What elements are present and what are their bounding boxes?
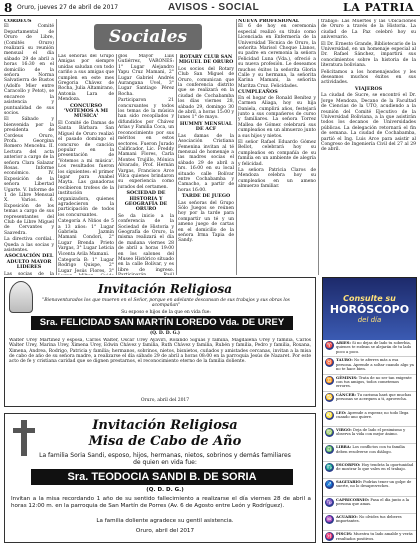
column-heading: HUMMY MENSUAL DE ACF	[179, 120, 233, 133]
horoscope-item	[323, 479, 416, 496]
sociales-banner: Sociales	[94, 24, 202, 50]
sign-name: TAURO:	[336, 357, 353, 363]
paragraph: Felicitamos a los homenajeados y les deseamos muchos éxitos en sus actividades.	[321, 69, 416, 86]
paragraph: glos Mayor Luis Gutiérrez, VARONES: 1° Lugar Alejandro Yapu Cruz Mamani, 2° Lugar Gabriel Andrés Aurangana Uvel, 3° Lugar Santiago Pérez Rocha.	[118, 54, 174, 97]
column-heading: CORDEUS	[4, 19, 32, 24]
horoscope-text	[336, 341, 414, 355]
column-heading: NUEVA PROFESIONAL	[238, 19, 300, 24]
divider	[236, 19, 237, 275]
notice-lead: Su esposo e hijos de la que en vida fue:	[121, 310, 211, 315]
paragraph: La ciudad de Sucre, se encontró el Dr. Jorge Mendoza, Decano de la Facultad de Ciencias de la UTO, acudiendo a la reunión del Comité Ejecutivo de la Universidad Boliviana, a la que asistirán todos los decanos de Universidades públicas. La delegación retornará el fin de semana. La ciudad de Cochabamba, partió el Ing. Luis Arce para asistir al Congreso de Ingeniería Civil del 27 al 29 de abril.	[321, 93, 416, 153]
horoscope-list	[323, 340, 416, 543]
sign-text: Si no dejas de lado tu soberbia, quienes te rodean se alejarán de tu lado poco a poco.	[336, 341, 412, 354]
obituary-notice-2	[4, 413, 316, 543]
horoscope-title-1: Consulte su	[343, 294, 396, 303]
sign-text: Hoy tendrás la oportunidad de mostrar lo que vales en el trabajo.	[336, 462, 414, 472]
column-heading: TARDE DE JUEGO	[181, 193, 231, 200]
zodiac-icon: ♍	[325, 428, 334, 436]
paragraph: La directiva cordial.. Queda a las socias y asistentes.	[4, 237, 54, 254]
sign-text: Aprende a esperar, no todo llega cuando uno quiere.	[336, 410, 409, 419]
horoscope-item	[323, 531, 416, 543]
zodiac-icon: ♊	[325, 376, 334, 384]
horoscope-item	[323, 444, 416, 461]
deceased-name: Sra. FELICIDAD SAN MARTÍN LOREDO Vda. DE UREY	[31, 316, 293, 330]
sign-text: Deja de lado el pesimismo y observa la vida con mejor ánimo.	[336, 427, 406, 437]
sign-name: ARIES:	[336, 340, 351, 345]
column-3	[118, 54, 174, 275]
paragraph: La señora Patricia Claros de Mendoza celebra hoy su cumpleaños en un ameno almuerzo familiar.	[238, 167, 316, 190]
zodiac-icon: ♎	[325, 446, 334, 454]
column-heading: SOCIEDAD DE HISTORIA Y GEOGRAFÍA DE ORURO	[124, 190, 168, 213]
notice-title: Invitación Religiosa	[97, 282, 233, 296]
paragraph: El señor Rafael Eduardo Gómez Bellot, celebrará hoy su cumpleaños en compañía de su familia en un ambiente de alegría y felicidad.	[238, 139, 316, 167]
paragraph: Categoría B: 1° Lugar Rodrigo Quispe, 2° Lugar Jesús Flores, 3°	[58, 258, 114, 274]
column-5	[238, 19, 316, 275]
notice-subtitle: Misa de Cabo de Año	[88, 434, 242, 449]
paragraph: Las señoras del Grupo Amigas por siempre unidas saludan con todo cariño a sus amigas que cumplen en este mes Gregoria Chávez de Rocha, Julia Altamirano, Antonia Lara de Mendoza.	[58, 54, 114, 103]
horoscope-text	[336, 498, 414, 512]
notice-footer: Oruro, abril del 2017	[135, 528, 195, 534]
zodiac-icon: ♉	[325, 359, 334, 367]
sign-name: LEO:	[336, 409, 347, 415]
notice-thanks: La familia doliente agradece su gentil asistencia.	[96, 518, 234, 524]
sign-text: Pasa el día junto a la persona que amas.	[336, 497, 410, 506]
sign-text: Los conflictos con tu familia deben resolverse con diálogo.	[336, 445, 405, 454]
zodiac-icon: ♑	[325, 498, 334, 506]
horoscope-item	[323, 375, 416, 392]
zodiac-icon: ♋	[325, 394, 334, 402]
sign-name: SAGITARIO:	[336, 479, 362, 485]
horoscope-item	[323, 340, 416, 357]
obituary-notice-1	[4, 277, 316, 407]
paragraph: El Dr. Ernesto Grande, Bibliotecario de la Universidad, en un homenaje especial al Dr. Rafael Sánchez, impartirá sus conocimientos sobre la historia de la literatura boliviana.	[321, 41, 416, 69]
sign-name: LIBRA:	[336, 444, 352, 450]
paragraph: trabajo: Las Muertes y las Ubicaciones de Oruro a través de la Historia. La ciudad de La Paz celebró hoy su aniversario.	[321, 19, 416, 41]
zodiac-icon: ♐	[325, 481, 334, 489]
horoscope-text	[336, 515, 414, 529]
page-header	[0, 0, 420, 16]
horoscope-item	[323, 357, 416, 374]
column-heading: CONCURSO 'VOTEMOS A MI MÚSICA'	[63, 102, 109, 120]
cross-icon	[11, 420, 37, 456]
paragraph: Las señoras del Grupo Sólo Juegos se reúnen hoy por la tarde para compartir un té y un ameno juego de cartas en el domicilio de la señora Irma Tapia de Sandy.	[178, 200, 234, 244]
horoscope-text	[336, 411, 414, 425]
paragraph: El Comité Departamental de Oruro de Libre, (Comités Oruro) realizará su reunión mensual el día sábado 29 de abril a horas 16:30 en el domicilio de la señora Norma Salvatierra de Bustos (Adolfo Mier entre Caracollo y Petot), se encarece la asistencia y puntualidad de sus socios.	[4, 24, 54, 116]
horoscope-item	[323, 497, 416, 514]
zodiac-icon: ♏	[325, 463, 334, 471]
sign-text: No te aferres más a esa persona. Aprende a soltar cuando algo ya no te hace bien.	[336, 358, 414, 371]
sign-text: Tu carisma hará que muchas personas se acerquen a ti, aprovecha.	[336, 393, 412, 402]
paragraph: Las damas de la Asociación Cristiana Femenina invitan al té mensual de homenaje a las madres socias el sábado 29 de abril a hrs. 16:00 en su local situado calle Bolívar entre Cochabamba y Camacho, a partir de horas 16:00.	[178, 133, 234, 193]
column-4	[178, 54, 234, 275]
paragraph: Participaron 21 concursantes y todos los temas de la música han sido recopilados y difundidos por Chávez Arias y Familia Coca, un reconocimiento por sus méritos en estos sectores. Fueron Jurado Calificador, Lic. Freddy Mamani Flores, Carla Montes Trujillo, Mónica Alvarado, Prof. Hernán Vargas, Francisco Arce Vilca quienes brindaron su experiencia como jurados del certamen.	[118, 98, 174, 190]
column-heading: ASOCIACIÓN DEL ADULTO MAYOR LIDERES	[4, 253, 54, 271]
horoscope-panel	[322, 277, 417, 543]
horoscope-text	[336, 445, 414, 459]
notice-body: Invitan a la misa recordando 1 año de su sentido fallecimiento a realizarse el día viernes 28 de abril a horas 12:00 m. en la parroquia de San Martín de Porres (Av. 6 de Agosto entre León y Rodríguez).	[11, 496, 311, 509]
sign-name: VIRGO:	[336, 426, 352, 432]
paragraph: El Comité de Damas de Santa Bárbara San Miguel de Oruro realizó el pasado domingo el concurso de canción popular en la presentación de 'Votemos a mi música'. Los resultados fueron los siguientes: el primer lugar para Anabel Mayta. Las ganadoras recibieron trofeos de la institución organizadora, quienes agradecieron la participación de todos los concursantes.	[58, 120, 114, 218]
horoscope-item	[323, 410, 416, 427]
horoscope-item	[323, 462, 416, 479]
zodiac-icon: ♒	[325, 515, 334, 523]
notice-quote: "Bienaventurados los que mueren en el Señor, porque en adelante descansan de sus trabajos y sus obras los acompañan"	[42, 298, 290, 309]
horoscope-item	[323, 392, 416, 409]
page-number: 8	[4, 1, 13, 15]
paragraph: Se da inicio a la conferencia de la Sociedad de Historia y Geografía de Oruro, la misma realizará el día de mañana viernes 28 de abril a horas 19:00 en los salones del Museo Histórico situado en la calle Bolívar, y es libre de ingreso.	[118, 213, 174, 273]
horoscope-text	[336, 376, 414, 390]
column-2	[58, 54, 114, 275]
notice-footer: Oruro, abril del 2017	[140, 398, 190, 403]
religious-image-icon	[9, 281, 33, 313]
sign-name: CÁNCER:	[336, 392, 356, 398]
column-heading: CUMPLEAÑOS	[238, 89, 278, 96]
divider	[176, 54, 177, 275]
sign-text: Muestra tu lado amable y verás resultados positivos.	[336, 532, 413, 541]
column-heading: ROTARY CLUB SAN MIGUEL DE ORURO	[178, 54, 234, 66]
horoscope-item	[323, 514, 416, 531]
paragraph: Las socias de la	[4, 271, 54, 275]
notice-title: Invitación Religiosa	[92, 418, 238, 433]
newspaper-brand: LA PATRIA	[342, 1, 414, 14]
notice-body: Walter Urey Martínez y esposa, Carlos Walter, Oscar Urey Ayaviri, Rolando Siguas y familia, Magdalena Urey y familia, Carlos Walter Urey, Marina Urey, Ximena Urey, Edwin Chávez y familia, Ruth Chávez y familia, Rubén y familia, Pedro y familia, Roxana, Ximena, Andrea, Rodrigo, Patricia y familia; hermanos, sobrinos, nietos, bisnietos, cuñados y amistades cercanas, invitan a la misa de cabo de año de su señora madre, a realizarse el día sábado 29 de abril a horas 08:00 en la parroquia Jesús de Nazaret. Por este acto de fe y cristiana caridad que se dignen prestarnos, el reconocimiento eterno de la familia doliente.	[9, 338, 311, 365]
page-date: Oruro, jueves 27 de abril de 2017	[17, 4, 119, 11]
horoscope-text	[336, 428, 414, 442]
zodiac-icon: ♌	[325, 411, 334, 419]
horoscope-title-3: del día	[357, 316, 382, 324]
zodiac-icon: ♈	[325, 342, 334, 349]
paragraph: Los socios del Rotary Club San Miguel de Oruro, comunican que la conferencia distrito que se realizará en la ciudad de Cochabamba los días viernes 28, sábado 29, domingo 30 de abril, a horas 15:00 y lunes 1° de mayo.	[178, 66, 234, 121]
notice-lead: La familia Soria Sandi, esposo, hijos, hermanas, nietos, sobrinos y demás familiares de quien en vida fue:	[39, 452, 291, 466]
sign-text: No olvides tus deberes importantes.	[336, 514, 402, 524]
deceased-name: Sra. TEODOCIA SANDI B. DE SORIA	[31, 469, 293, 485]
paragraph: El 6 de hoy en ceremonia especial realizó su título como Licenciada en Enfermería de la Universidad Técnica de Oruro, la señorita Marisol Choque Llanos, su padre en ceremonia la señora Felicidad Luna (Vda.), ofreció a su nueva profesión. Le deseamos muchos éxitos la señorita Gloria Calle y su hermana, la señorita Karina Mamani, la señorita Maritza Cruz. Felicidades.	[238, 24, 316, 89]
notice-dates: (Q. D. D. G.)	[149, 331, 181, 336]
sign-name: CAPRICORNIO:	[336, 496, 370, 502]
horoscope-title-2: HORÓSCOPO	[329, 303, 410, 316]
paragraph: En el hogar de Ronald Benítez y Carmen Aliaga, hoy su hija Daniela, cumplirá años, festejará junto a sus compañeros de curso y familiares. La señora Torrez Mallea de Gómez celebrará sus cumpleaños en un almuerzo junto a sus hijos y nietos.	[238, 95, 316, 139]
column-1	[4, 19, 54, 275]
sign-text: Trata de no ser tan exigente con tus amigos, todos cometemos errores.	[336, 375, 412, 389]
horoscope-text	[336, 532, 414, 543]
horoscope-item	[323, 427, 416, 444]
sign-name: ESCORPIO:	[336, 461, 361, 467]
column-6	[321, 19, 416, 275]
divider	[116, 54, 117, 275]
horoscope-text	[336, 358, 414, 372]
sign-name: ACUARIO:	[336, 513, 358, 519]
divider	[56, 19, 57, 275]
horoscope-text	[336, 393, 414, 407]
horoscope-text	[336, 463, 414, 477]
notice-dates: (Q. D. D. G.)	[146, 487, 184, 493]
paragraph: Categoría A Niños de 5 a 13 años: 1° Lugar Gabriela Jazmín Mamani Condori, 2° Lugar Brenda Prieto Vargas, 3° Lugar Leticia Vicenta Avila Mamani.	[58, 219, 114, 257]
horoscope-text	[336, 480, 414, 494]
sign-name: GÉMINIS:	[336, 374, 358, 380]
column-heading: VIAJEROS	[354, 85, 383, 92]
divider	[318, 19, 319, 275]
section-title: AVISOS - SOCIAL	[168, 2, 260, 13]
sign-name: PISCIS:	[336, 531, 353, 537]
zodiac-icon: ♓	[325, 533, 334, 541]
paragraph: El Sábado y bienvenida por la presidenta de Cordeus Oruro, Profa. Georgina Romero Mencehu. II. Lectura del acta anterior a cargo de la señora Clara Salazar Rosas. Informe económico. IV. Exposición de la señora Libertad Ugarte. V. Informe de 1 de Libre Mensual X. Varios. 6. Exposición de los temas a cargo de sus representantes del Club de Libre Miguel de Cervantes y Saavedra.	[4, 117, 54, 236]
horoscope-header	[323, 278, 416, 340]
sign-text: Podrías tener un golpe de suerte, no lo desaproveches.	[336, 480, 412, 489]
